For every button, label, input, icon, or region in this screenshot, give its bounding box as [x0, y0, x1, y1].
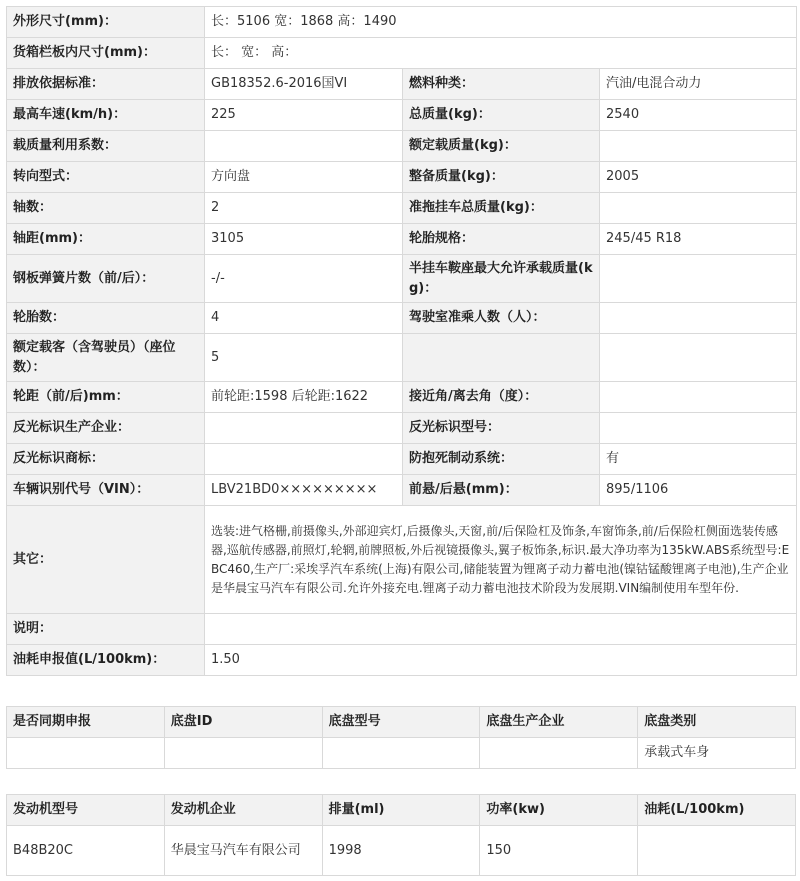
value-cab-occupants: [600, 303, 797, 334]
engine-cell: 150: [480, 826, 638, 876]
value-fuel-consumption: 1.50: [205, 645, 797, 676]
engine-header-cell: 发动机型号: [7, 795, 165, 826]
label-reflector-model: 反光标识型号：: [403, 413, 600, 444]
value-overhang: 895/1106: [600, 475, 797, 506]
label-seating: 额定载客（含驾驶员）（座位数）：: [7, 334, 205, 382]
value-reflector-model: [600, 413, 797, 444]
value-cargo-box: 长： 宽： 高：: [205, 38, 797, 69]
label-steering: 转向型式：: [7, 162, 205, 193]
spec-row: [7, 69, 797, 100]
label-fuel-type: 燃料种类：: [403, 69, 600, 100]
label-abs: 防抱死制动系统：: [403, 444, 600, 475]
spec-row: [7, 131, 797, 162]
label-approach-angle: 接近角/离去角（度）：: [403, 382, 600, 413]
engine-cell: 华晨宝马汽车有限公司: [164, 826, 322, 876]
value-vin: LBV21BD0×××××××××: [205, 475, 403, 506]
label-overhang: 前悬/后悬(mm)：: [403, 475, 600, 506]
value-approach-angle: [600, 382, 797, 413]
spec-row: [7, 475, 797, 506]
label-curb-mass: 整备质量(kg)：: [403, 162, 600, 193]
value-leaf-springs: -/-: [205, 255, 403, 303]
engine-header-cell: 排量(ml): [322, 795, 480, 826]
label-empty: [403, 334, 600, 382]
engine-header-row: [7, 795, 796, 826]
chassis-header-cell: 是否同期申报: [7, 707, 165, 738]
value-note: [205, 614, 797, 645]
label-track: 轮距（前/后)mm：: [7, 382, 205, 413]
label-fuel-consumption: 油耗申报值(L/100km)：: [7, 645, 205, 676]
label-wheelbase: 轴距(mm)：: [7, 224, 205, 255]
label-dimensions: 外形尺寸(mm)：: [7, 7, 205, 38]
vehicle-spec-table: [6, 6, 797, 676]
value-rated-load: [600, 131, 797, 162]
value-track: 前轮距:1598 后轮距:1622: [205, 382, 403, 413]
value-load-factor: [205, 131, 403, 162]
label-note: 说明：: [7, 614, 205, 645]
label-fifth-wheel-load: 半挂车鞍座最大允许承载质量(kg)：: [403, 255, 600, 303]
engine-header-cell: 功率(kw): [480, 795, 638, 826]
label-cargo-box: 货箱栏板内尺寸(mm)：: [7, 38, 205, 69]
label-tire-count: 轮胎数：: [7, 303, 205, 334]
value-tire-count: 4: [205, 303, 403, 334]
label-max-speed: 最高车速(km/h)：: [7, 100, 205, 131]
chassis-header-cell: 底盘型号: [322, 707, 480, 738]
engine-header-cell: 油耗(L/100km): [638, 795, 796, 826]
value-gross-mass: 2540: [600, 100, 797, 131]
chassis-table: [6, 706, 796, 769]
value-trailer-mass: [600, 193, 797, 224]
value-fifth-wheel-load: [600, 255, 797, 303]
chassis-cell: [322, 738, 480, 769]
value-reflector-maker: [205, 413, 403, 444]
label-gross-mass: 总质量(kg)：: [403, 100, 600, 131]
spec-row: [7, 193, 797, 224]
chassis-data-row: [7, 738, 796, 769]
value-axles: 2: [205, 193, 403, 224]
engine-table: [6, 794, 796, 876]
value-steering: 方向盘: [205, 162, 403, 193]
chassis-header-cell: 底盘生产企业: [480, 707, 638, 738]
engine-header-cell: 发动机企业: [164, 795, 322, 826]
label-leaf-springs: 钢板弹簧片数（前/后）：: [7, 255, 205, 303]
spec-row-note: [7, 614, 797, 645]
label-reflector-maker: 反光标识生产企业：: [7, 413, 205, 444]
label-axles: 轴数：: [7, 193, 205, 224]
spec-row: [7, 303, 797, 334]
engine-cell: B48B20C: [7, 826, 165, 876]
value-emission-standard: GB18352.6-2016国VI: [205, 69, 403, 100]
label-load-factor: 载质量利用系数：: [7, 131, 205, 162]
label-other: 其它：: [7, 506, 205, 614]
label-vin: 车辆识别代号（VIN）：: [7, 475, 205, 506]
value-reflector-brand: [205, 444, 403, 475]
value-wheelbase: 3105: [205, 224, 403, 255]
engine-cell: 1998: [322, 826, 480, 876]
label-trailer-mass: 准拖挂车总质量(kg)：: [403, 193, 600, 224]
value-curb-mass: 2005: [600, 162, 797, 193]
label-rated-load: 额定载质量(kg)：: [403, 131, 600, 162]
spec-row: [7, 413, 797, 444]
value-dimensions: 长：5106 宽：1868 高：1490: [205, 7, 797, 38]
chassis-cell: [480, 738, 638, 769]
spec-row: [7, 224, 797, 255]
chassis-header-cell: 底盘类别: [638, 707, 796, 738]
engine-data-row: [7, 826, 796, 876]
chassis-header-cell: 底盘ID: [164, 707, 322, 738]
label-emission-standard: 排放依据标准：: [7, 69, 205, 100]
spec-row-dimensions: [7, 7, 797, 38]
value-empty: [600, 334, 797, 382]
spec-row: [7, 444, 797, 475]
value-abs: 有: [600, 444, 797, 475]
spec-row: [7, 334, 797, 382]
value-seating: 5: [205, 334, 403, 382]
value-other: 选装:进气格栅,前摄像头,外部迎宾灯,后摄像头,天窗,前/后保险杠及饰条,车窗饰条,前/后保险杠侧面选装传感器,巡航传感器,前照灯,轮辋,前牌照板,外后视镜摄像头,翼子板饰条,标识.最大净功率为135kW.ABS系统型号:EBC460,生产厂:采埃孚汽车系统(上海)有限公司,储能装置为锂离子动力蓄电池(镍钴锰酸锂离子电池),生产企业是华晨宝马汽车有限公司.允许外接充电.锂离子动力蓄电池技术阶段为发展期.VIN编制使用车型年份.: [205, 506, 797, 614]
spec-row-other: [7, 506, 797, 614]
spec-row: [7, 100, 797, 131]
label-cab-occupants: 驾驶室准乘人数（人）：: [403, 303, 600, 334]
spec-row-cargo-box: [7, 38, 797, 69]
chassis-cell: 承载式车身: [638, 738, 796, 769]
chassis-header-row: [7, 707, 796, 738]
spec-row-fuel-consumption: [7, 645, 797, 676]
chassis-cell: [164, 738, 322, 769]
value-fuel-type: 汽油/电混合动力: [600, 69, 797, 100]
spec-row: [7, 382, 797, 413]
value-tire-spec: 245/45 R18: [600, 224, 797, 255]
label-tire-spec: 轮胎规格：: [403, 224, 600, 255]
spec-row: [7, 255, 797, 303]
chassis-cell: [7, 738, 165, 769]
label-reflector-brand: 反光标识商标：: [7, 444, 205, 475]
value-max-speed: 225: [205, 100, 403, 131]
spec-row: [7, 162, 797, 193]
engine-cell: [638, 826, 796, 876]
